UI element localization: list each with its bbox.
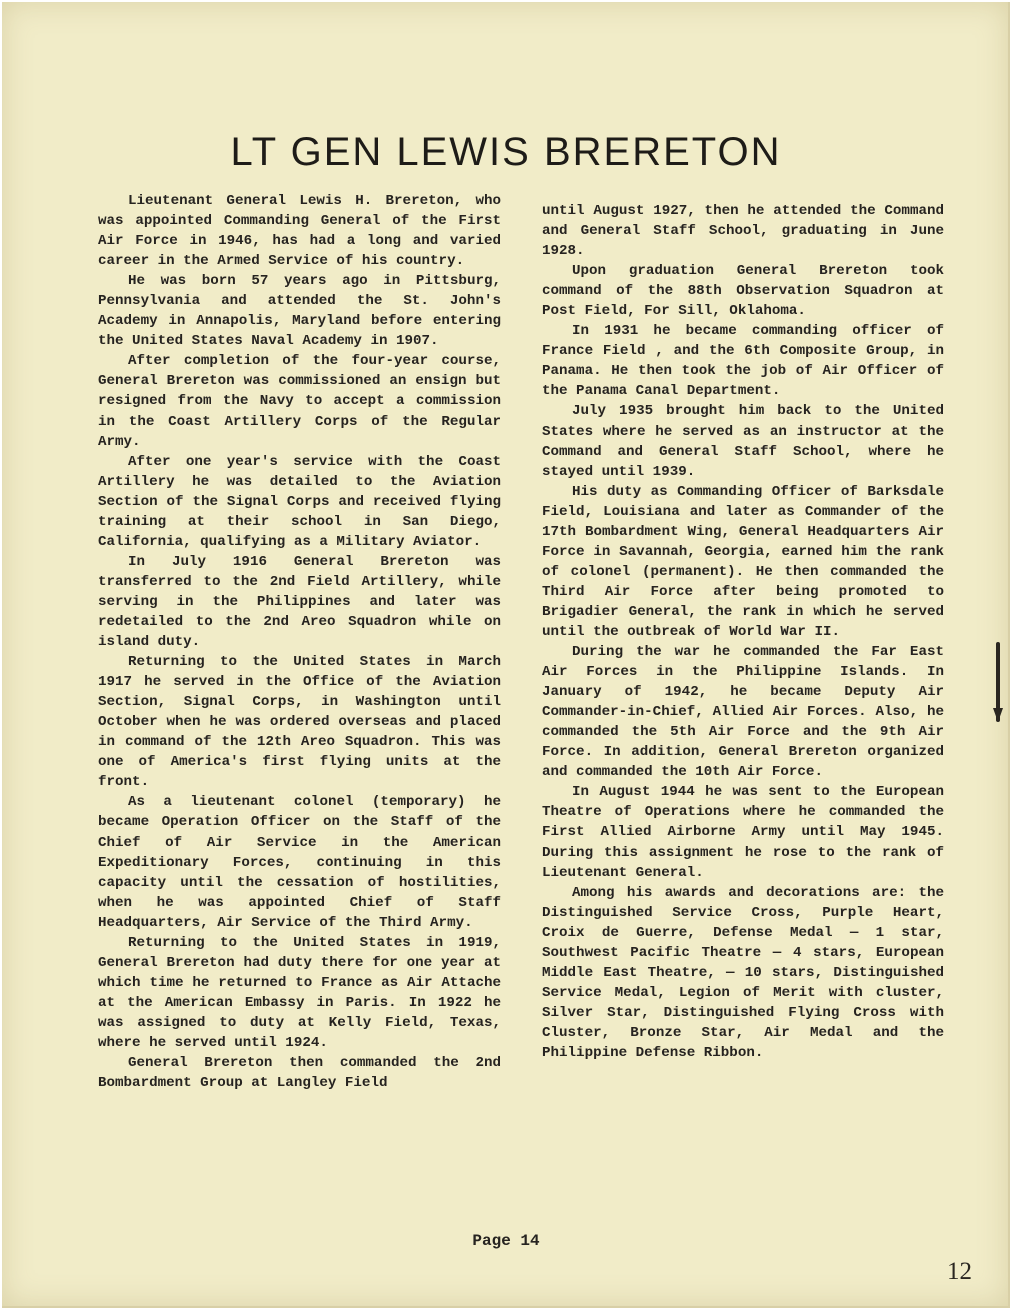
paragraph: During the war he commanded the Far East Air Forces in the Philippine Islands. In January of 1942, he became Deputy Air Commander-in-Chief, Allied Air Forces. Also, he commanded the 5th Air Force and the 9th Air Force. In addition, General Brereton organized and commanded the 10th Air Force. (542, 644, 944, 781)
page-number: 12 (947, 1258, 972, 1285)
paragraph: After one year's service with the Coast Artillery he was detailed to the Aviation Section of the Signal Corps and received flying training at their school in San Diego, California, qualifying as a Military Aviator. (98, 453, 501, 550)
paragraph: As a lieutenant colonel (temporary) he became Operation Officer on the Staff of the Chief of Air Service in the American Expeditionary Forces, continuing in this capacity until the cessation of hostilities, when he was appointed Chief of Staff Headquarters, Air Service of the Third Army. (98, 794, 501, 931)
paragraph: He was born 57 years ago in Pittsburg, Pennsylvania and attended the St. John's Academy in Annapolis, Maryland before entering the United States Naval Academy in 1907. (98, 273, 501, 350)
left-column (98, 191, 501, 1093)
article-title: LT GEN LEWIS BRERETON (230, 130, 782, 174)
paragraph: until August 1927, then he attended the Command and General Staff School, graduating in June 1928. (542, 203, 944, 260)
paragraph: His duty as Commanding Officer of Barksdale Field, Louisiana and later as Commander of the 17th Bombardment Wing, General Headquarters Air Force in Savannah, Georgia, earned him the rank of colonel (permanent). He then commanded the Third Air Force after being promoted to Brigadier General, the rank in which he served until the outbreak of World War II. (542, 483, 944, 640)
paragraph: Among his awards and decorations are: the Distinguished Service Cross, Purple Heart, Croix de Guerre, Defense Medal — 1 star, Southwest Pacific Theatre — 4 stars, European Middle East Theatre, — 10 stars, Distinguished Service Medal, Legion of Merit with cluster, Silver Star, Distinguished Flying Cross with Cluster, Bronze Star, Air Medal and the Philippine Defense Ribbon. (542, 884, 944, 1061)
paragraph: General Brereton then commanded the 2nd Bombardment Group at Langley Field (98, 1055, 501, 1092)
paragraph: After completion of the four-year course, General Brereton was commissioned an ensign but resigned from the Navy to accept a commission in the Coast Artillery Corps of the Regular Army. (98, 353, 501, 450)
paragraph: Returning to the United States in March 1917 he served in the Office of the Aviation Section, Signal Corps, in Washington until October when he was ordered overseas and placed in command of the 12th Areo Squadron. This was one of America's first flying units at the front. (98, 654, 501, 791)
paragraph: In 1931 he became commanding officer of France Field , and the 6th Composite Group, in Panama. He then took the job of Air Officer of the Panama Canal Department. (542, 323, 944, 400)
staple-tip (993, 708, 1003, 722)
paragraph: In August 1944 he was sent to the European Theatre of Operations where he commanded the First Allied Airborne Army until May 1945. During this assignment he rose to the rank of Lieutenant General. (542, 784, 944, 881)
paragraph: Upon graduation General Brereton took command of the 88th Observation Squadron at Post Field, For Sill, Oklahoma. (542, 263, 944, 320)
paragraph: Returning to the United States in 1919, General Brereton had duty there for one year at which time he returned to France as Air Attache at the American Embassy in Paris. In 1922 he was assigned to duty at Kelly Field, Texas, where he served until 1924. (98, 934, 501, 1051)
paragraph: Lieutenant General Lewis H. Brereton, who was appointed Commanding General of the First Air Force in 1946, has had a long and varied career in the Armed Service of his country. (98, 193, 501, 270)
paragraph: In July 1916 General Brereton was transferred to the 2nd Field Artillery, while serving in the Philippines and later was redetailed to the 2nd Areo Squadron while on island duty. (98, 553, 501, 651)
right-column (542, 201, 944, 1063)
page-label: Page 14 (472, 1232, 540, 1250)
paragraph: July 1935 brought him back to the United States where he served as an instructor at the Command and General Staff School, where he stayed until 1939. (542, 403, 944, 480)
